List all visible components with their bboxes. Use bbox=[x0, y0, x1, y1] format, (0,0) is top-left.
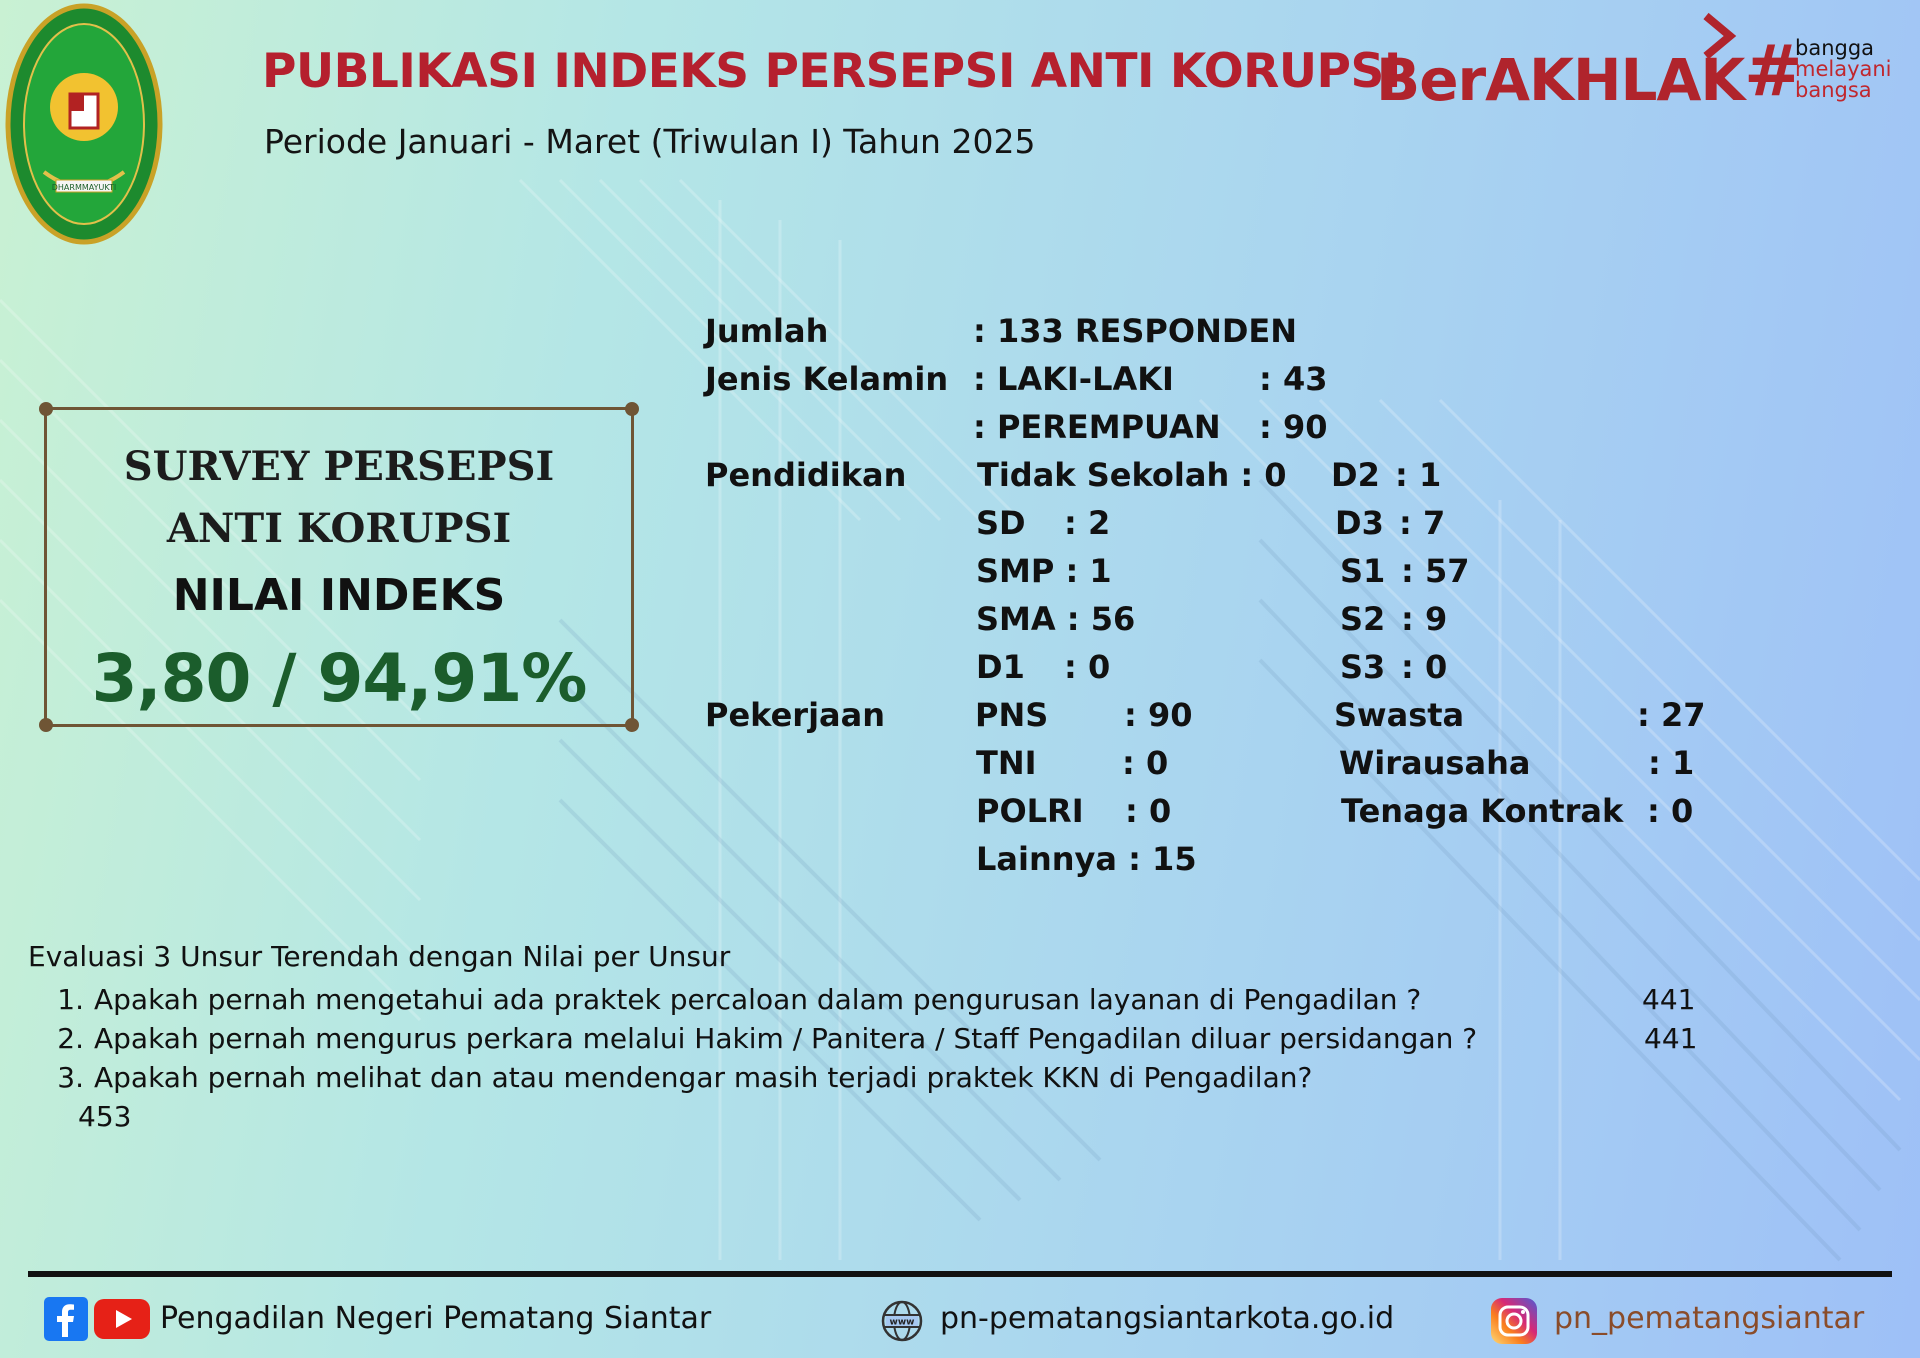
evaluation-score: 441 bbox=[1644, 1022, 1698, 1055]
tagline-word: bangsa bbox=[1795, 78, 1872, 102]
facebook-icon[interactable] bbox=[44, 1297, 88, 1341]
jumlah-label: Jumlah bbox=[705, 312, 829, 350]
job-pns: PNS bbox=[975, 696, 1049, 734]
edu-smp: SMP : 1 bbox=[976, 552, 1112, 590]
edu-s1-value: : 57 bbox=[1401, 552, 1470, 590]
svg-text:DHARMMAYUKTI: DHARMMAYUKTI bbox=[51, 183, 117, 192]
job-swasta: Swasta bbox=[1334, 696, 1465, 734]
edu-s2-value: : 9 bbox=[1401, 600, 1448, 638]
evaluation-item bbox=[46, 1058, 1477, 1097]
job-tenaga-kontrak-value: : 0 bbox=[1647, 792, 1694, 830]
index-box bbox=[44, 407, 634, 727]
social-account-name[interactable]: Pengadilan Negeri Pematang Siantar bbox=[160, 1301, 712, 1336]
edu-s3: S3 bbox=[1340, 648, 1386, 686]
gender-label: Jenis Kelamin bbox=[705, 360, 949, 398]
edu-sd: SD bbox=[976, 504, 1026, 542]
edu-s3-value: : 0 bbox=[1401, 648, 1448, 686]
corner-dot bbox=[39, 402, 53, 416]
index-value: 3,80 / 94,91% bbox=[91, 640, 587, 717]
corner-dot bbox=[39, 718, 53, 732]
svg-text:www: www bbox=[889, 1317, 915, 1328]
evaluation-number: 1. bbox=[57, 983, 84, 1016]
youtube-icon[interactable] bbox=[94, 1299, 150, 1339]
male-label: : LAKI-LAKI bbox=[973, 360, 1174, 398]
female-label: : PEREMPUAN bbox=[973, 408, 1221, 446]
evaluation-title: Evaluasi 3 Unsur Terendah dengan Nilai per Unsur bbox=[28, 940, 731, 973]
website-link[interactable]: pn-pematangsiantarkota.go.id bbox=[940, 1301, 1395, 1336]
chevron-icon bbox=[1700, 12, 1738, 60]
emblem-logo bbox=[4, 2, 164, 247]
corner-dot bbox=[625, 718, 639, 732]
male-value: : 43 bbox=[1259, 360, 1328, 398]
job-pns-value: : 90 bbox=[1124, 696, 1193, 734]
footer-divider bbox=[28, 1271, 1892, 1277]
evaluation-number: 2. bbox=[57, 1022, 84, 1055]
edu-d1: D1 bbox=[976, 648, 1025, 686]
edu-d1-value: : 0 bbox=[1064, 648, 1111, 686]
job-lainnya: Lainnya : 15 bbox=[976, 840, 1197, 878]
evaluation-question: Apakah pernah mengurus perkara melalui Hakim / Panitera / Staff Pengadilan diluar persidangan ? bbox=[94, 1022, 1478, 1055]
edu-tidak-sekolah: Tidak Sekolah : 0 bbox=[977, 456, 1287, 494]
job-label: Pekerjaan bbox=[705, 696, 885, 734]
evaluation-list bbox=[46, 980, 1698, 1133]
hashtag-icon: # bbox=[1744, 30, 1803, 112]
evaluation-number: 3. bbox=[57, 1061, 84, 1094]
evaluation-question: Apakah pernah melihat dan atau mendengar masih terjadi praktek KKN di Pengadilan? bbox=[94, 1061, 1313, 1094]
evaluation-score: 441 bbox=[1642, 983, 1696, 1016]
berakhlak-logo: BerAKHLAK bbox=[1376, 46, 1745, 114]
tagline-word: melayani bbox=[1795, 57, 1892, 81]
job-tni: TNI bbox=[976, 744, 1037, 782]
jumlah-value: : 133 RESPONDEN bbox=[973, 312, 1298, 350]
evaluation-item bbox=[46, 980, 1696, 1019]
job-tni-value: : 0 bbox=[1122, 744, 1169, 782]
job-polri-value: : 0 bbox=[1125, 792, 1172, 830]
job-wirausaha: Wirausaha bbox=[1339, 744, 1531, 782]
survey-title-line: SURVEY PERSEPSI bbox=[123, 443, 555, 490]
edu-s1: S1 bbox=[1340, 552, 1386, 590]
page-title: PUBLIKASI INDEKS PERSEPSI ANTI KORUPSI bbox=[262, 44, 1401, 99]
evaluation-item bbox=[46, 1019, 1698, 1058]
globe-icon bbox=[880, 1299, 924, 1343]
edu-sd-value: : 2 bbox=[1064, 504, 1111, 542]
survey-title-line: ANTI KORUPSI bbox=[166, 505, 512, 552]
edu-d2: D2 bbox=[1331, 456, 1380, 494]
index-label: NILAI INDEKS bbox=[172, 570, 506, 621]
corner-dot bbox=[625, 402, 639, 416]
evaluation-score: 453 bbox=[78, 1100, 132, 1133]
instagram-handle[interactable]: pn_pematangsiantar bbox=[1554, 1301, 1865, 1336]
tagline bbox=[1795, 38, 1892, 101]
page-subtitle: Periode Januari - Maret (Triwulan I) Tahun 2025 bbox=[264, 122, 1036, 161]
instagram-icon[interactable] bbox=[1491, 1298, 1537, 1344]
evaluation-question: Apakah pernah mengetahui ada praktek percaloan dalam pengurusan layanan di Pengadilan ? bbox=[94, 983, 1422, 1016]
job-tenaga-kontrak: Tenaga Kontrak bbox=[1341, 792, 1624, 830]
edu-s2: S2 bbox=[1340, 600, 1386, 638]
job-polri: POLRI bbox=[976, 792, 1084, 830]
edu-d2-value: : 1 bbox=[1395, 456, 1442, 494]
survey-title bbox=[47, 436, 631, 560]
education-label: Pendidikan bbox=[705, 456, 907, 494]
tagline-word: bangga bbox=[1795, 36, 1875, 60]
edu-d3: D3 bbox=[1335, 504, 1384, 542]
female-value: : 90 bbox=[1259, 408, 1328, 446]
edu-d3-value: : 7 bbox=[1399, 504, 1446, 542]
job-wirausaha-value: : 1 bbox=[1648, 744, 1695, 782]
edu-sma: SMA : 56 bbox=[976, 600, 1136, 638]
job-swasta-value: : 27 bbox=[1637, 696, 1706, 734]
